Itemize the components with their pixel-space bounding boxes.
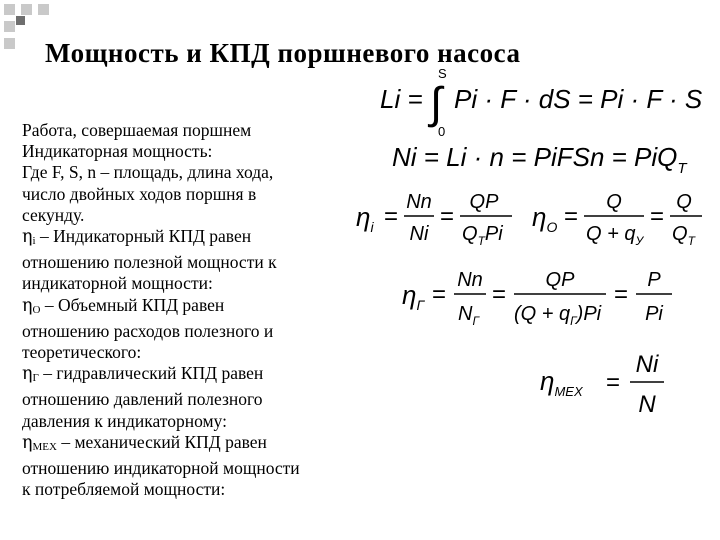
text-line: отношению давлений полезного bbox=[22, 389, 263, 410]
integral-sign: ∫ bbox=[430, 79, 443, 128]
equals-sign: = bbox=[432, 281, 447, 308]
denominator: $Q + q_У$ bbox=[586, 223, 644, 248]
eta-mex-symbol: $\eta_{МЕХ}$ bbox=[540, 366, 583, 399]
denominator: N bbox=[638, 391, 656, 418]
numerator: QP bbox=[469, 191, 499, 213]
equals-sign: = bbox=[440, 203, 455, 230]
eta-subscript: Г bbox=[32, 372, 39, 385]
text-line: давления к индикаторному: bbox=[22, 410, 227, 431]
text-line: к потребляемой мощности: bbox=[22, 479, 226, 500]
equals-sign: = bbox=[564, 203, 579, 230]
eta-subscript: МЕХ bbox=[32, 440, 57, 453]
text-line: теоретического: bbox=[22, 342, 142, 363]
eta-o-item bbox=[22, 295, 372, 321]
page-title: Мощность и КПД поршневого насоса bbox=[45, 38, 521, 68]
integral-lower-limit: 0 bbox=[438, 124, 446, 139]
eta-symbol: η bbox=[22, 295, 33, 316]
numerator: Q bbox=[606, 191, 622, 213]
numerator: Nn bbox=[457, 269, 483, 291]
numerator: QP bbox=[545, 269, 575, 291]
text-line: Индикаторная мощность: bbox=[22, 141, 213, 162]
item-text: – Индикаторный КПД равен bbox=[39, 226, 252, 247]
equals-sign: = bbox=[650, 203, 665, 230]
denominator: $Q_T$ bbox=[672, 223, 695, 248]
item-text: – Объемный КПД равен bbox=[44, 294, 225, 315]
text-line: отношению индикаторной мощности bbox=[22, 458, 300, 479]
eta-o-symbol: $\eta_O$ bbox=[532, 202, 558, 235]
text-line: секунду. bbox=[22, 204, 85, 225]
denominator: $(Q + q_Г)Pi$ bbox=[514, 303, 602, 328]
eta-symbol: η bbox=[22, 432, 33, 453]
eta-symbol: η bbox=[22, 364, 33, 385]
text-line: индикаторной мощности: bbox=[22, 273, 213, 294]
work-lhs: Li = bbox=[380, 84, 423, 114]
text-line: Где F, S, n – площадь, длина хода, bbox=[22, 162, 274, 183]
eta-g-symbol: $\eta_Г$ bbox=[402, 280, 425, 313]
work-rhs: Pi · F · dS = Pi · F · S bbox=[454, 84, 703, 114]
equals-sign: = bbox=[614, 281, 629, 308]
eta-i-symbol: $\eta_i$ bbox=[356, 202, 374, 235]
eta-g-formula bbox=[398, 264, 698, 330]
integral-upper-limit: S bbox=[438, 66, 447, 81]
eta-subscript: O bbox=[32, 303, 41, 316]
text-line: число двойных ходов поршня в bbox=[22, 183, 257, 204]
equals-sign: = bbox=[384, 203, 399, 230]
eta-symbol: η bbox=[22, 227, 33, 248]
item-text: – механический КПД равен bbox=[61, 431, 267, 452]
eta-i-eta-o-formula bbox=[352, 186, 707, 250]
denominator: $Q_TPi$ bbox=[462, 223, 503, 248]
power-equation: Ni = Li · n = PiFSn = PiQ$_T$ bbox=[392, 142, 687, 177]
eta-mex-item bbox=[22, 432, 372, 458]
eta-mex-formula bbox=[536, 346, 676, 422]
equals-sign: = bbox=[606, 369, 621, 396]
equals-sign: = bbox=[492, 281, 507, 308]
text-line: отношению полезной мощности к bbox=[22, 252, 277, 273]
eta-g-item bbox=[22, 363, 372, 389]
work-formula bbox=[380, 58, 703, 139]
eta-subscript: i bbox=[32, 235, 36, 248]
text-line: Работа, совершаемая поршнем bbox=[22, 120, 252, 140]
denominator: Pi bbox=[645, 303, 663, 325]
numerator: Q bbox=[676, 191, 692, 213]
denominator: $N_Г$ bbox=[458, 303, 479, 328]
eta-i-item bbox=[22, 226, 372, 252]
numerator: P bbox=[647, 269, 661, 291]
description-text bbox=[22, 120, 372, 500]
power-formula bbox=[392, 140, 712, 180]
item-text: – гидравлический КПД равен bbox=[43, 363, 264, 384]
numerator: Nn bbox=[406, 191, 432, 213]
numerator: Ni bbox=[635, 351, 659, 378]
denominator: Ni bbox=[409, 223, 429, 245]
text-line: отношению расходов полезного и bbox=[22, 320, 274, 341]
